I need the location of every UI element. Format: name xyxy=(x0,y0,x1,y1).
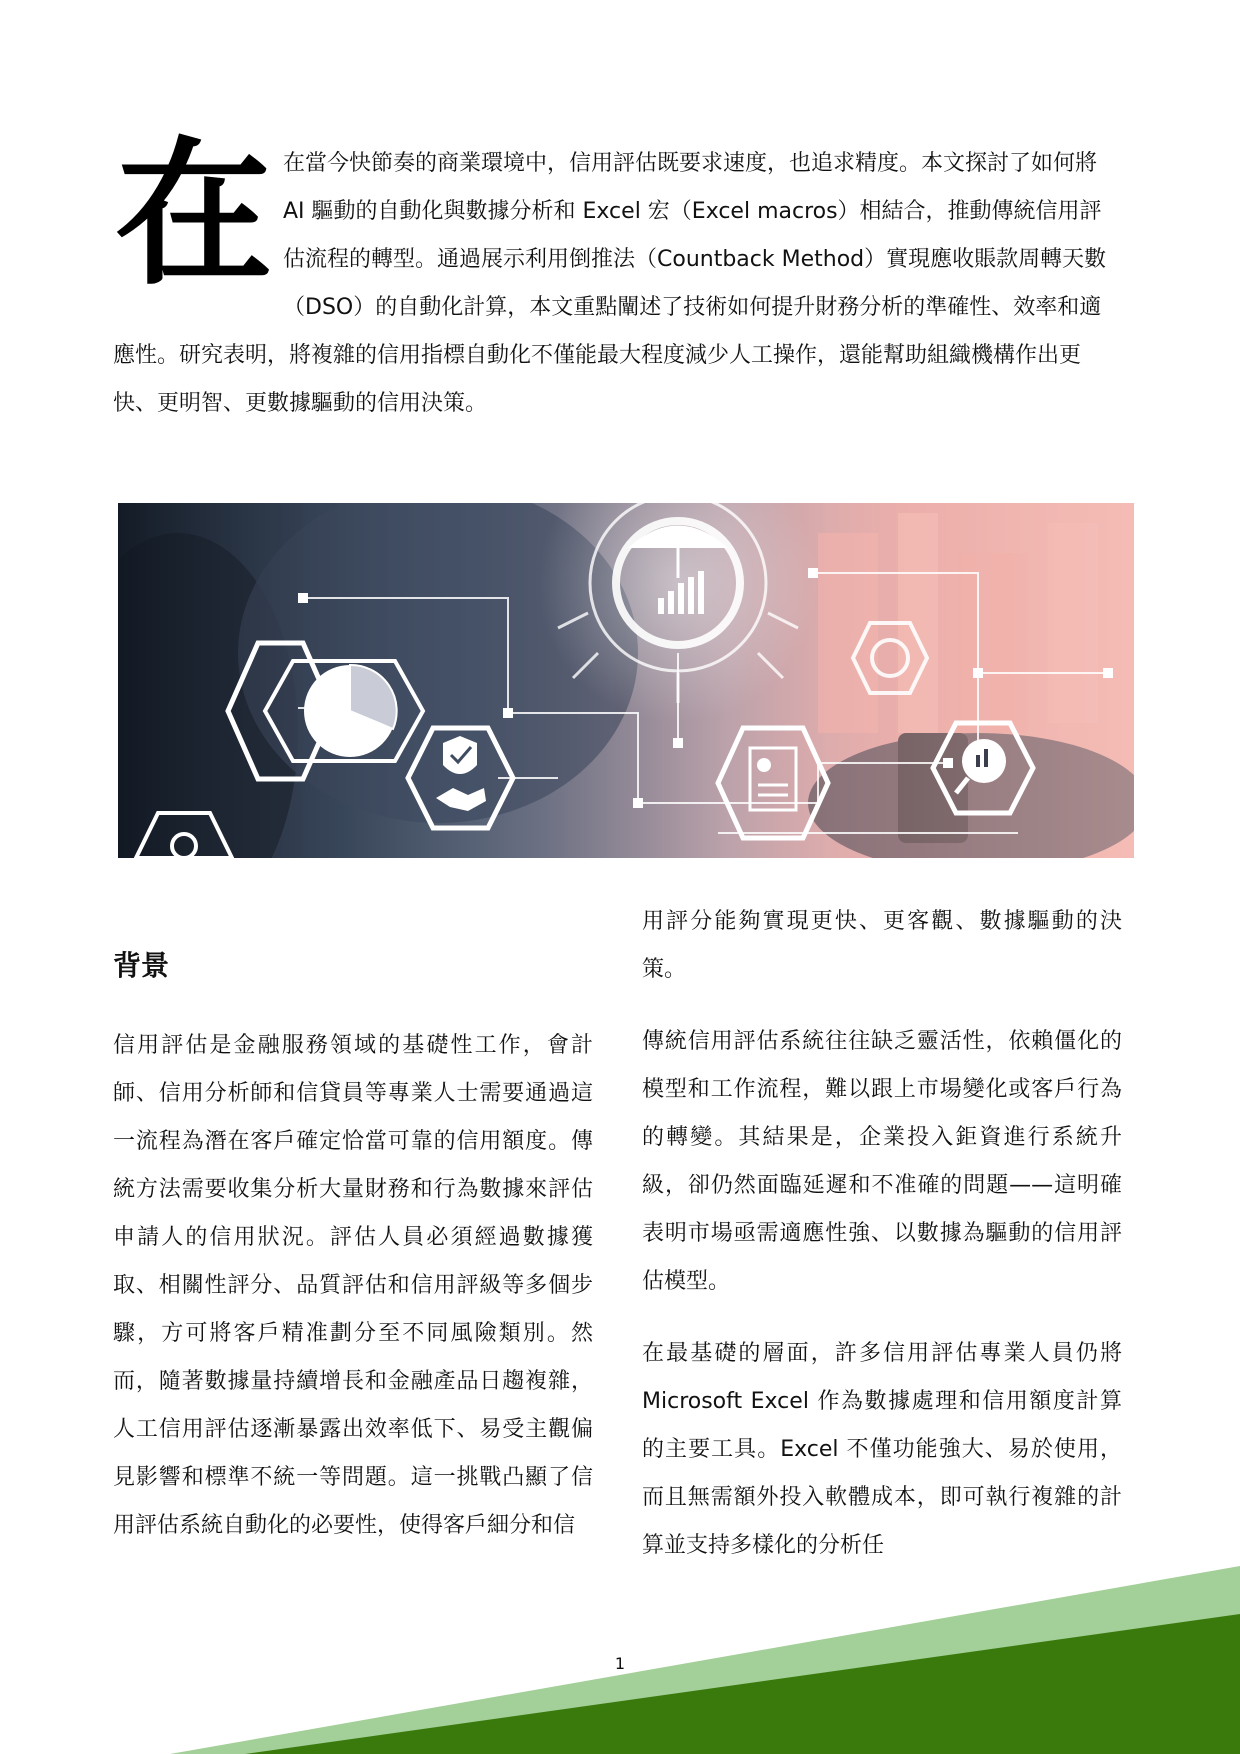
hero-image xyxy=(118,503,1134,858)
right-column xyxy=(642,898,1122,1594)
body-paragraph: 信用評估是金融服務領域的基礎性工作，會計師、信用分析師和信貸員等專業人士需要通過這一流程為潛在客戶確定恰當可靠的信用額度。傳統方法需要收集分析大量財務和行為數據來評估申請人的信用狀況。評估人員必須經過數據獲取、相關性評分、品質評估和信用評級等多個步驟，方可將客戶精准劃分至不同風險類別。然而，隨著數據量持續增長和金融產品日趨複雜，人工信用評估逐漸暴露出效率低下、易受主觀偏見影響和標準不統一等問題。這一挑戰凸顯了信用評估系統自動化的必要性，使得客戶細分和信 xyxy=(113,1033,593,1538)
drop-cap: 在 xyxy=(115,123,273,307)
intro-text: 在當今快節奏的商業環境中，信用評估既要求速度，也追求精度。本文探討了如何將 AI 驅動的自動化與數據分析和 Excel 宏（Excel macros）相結合，推動傳統信用評估流程的轉型。通過展示利用倒推法（Countback Method）實現應收賬款周轉天數（DSO）的自動化計算，本文重點闡述了技術如何提升財務分析的準確性、效率和適應性。研究表明，將複雜的信用指標自動化不僅能最大程度減少人工操作，還能幫助組織機構作出更快、更明智、更數據驅動的信用決策。 xyxy=(113,151,1107,416)
intro-block xyxy=(113,123,1123,428)
left-column xyxy=(113,1022,593,1574)
body-paragraph: 用評分能夠實現更快、更客觀、數據驅動的決策。 xyxy=(642,909,1122,982)
hero-illustration xyxy=(118,503,1134,858)
body-paragraph: 在最基礎的層面，許多信用評估專業人員仍將 Microsoft Excel 作為數據處理和信用額度計算的主要工具。Excel 不僅功能強大、易於使用，而且無需額外投入軟體成本，即可執行複雜的計算並支持多樣化的分析任 xyxy=(642,1341,1122,1558)
body-paragraph: 傳統信用評估系統往往缺乏靈活性，依賴僵化的模型和工作流程，難以跟上市場變化或客戶行為的轉變。其結果是，企業投入鉅資進行系統升級，卻仍然面臨延遲和不准確的問題——這明確表明市場亟需適應性強、以數據為驅動的信用評估模型。 xyxy=(642,1029,1122,1294)
page-number: 1 xyxy=(614,1654,626,1673)
footer-decoration xyxy=(0,1550,1240,1754)
section-heading: 背景 xyxy=(113,949,170,982)
footer-dark-wedge xyxy=(245,1614,1240,1754)
